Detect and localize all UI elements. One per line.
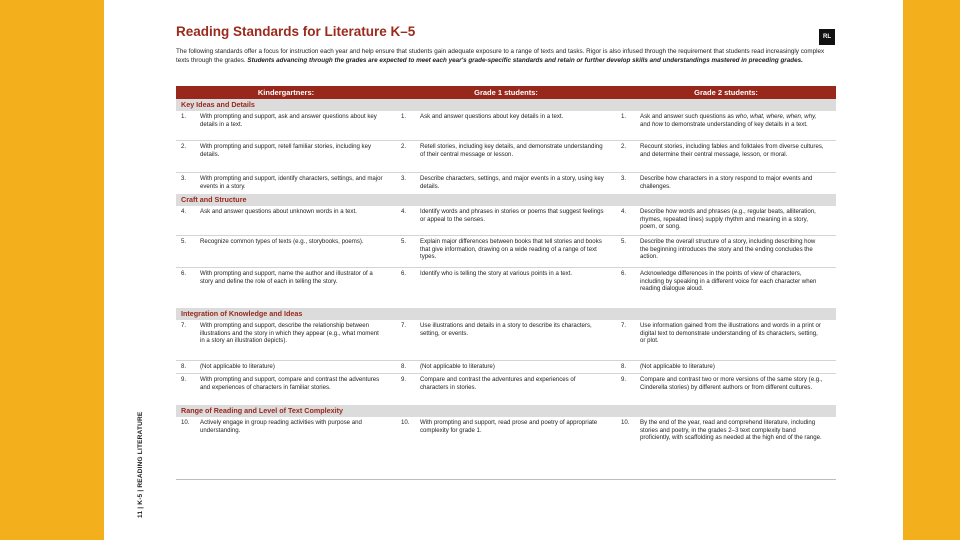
text-italic: who, what, where, when, why, [735, 113, 817, 120]
standard-number: 2. [621, 143, 627, 150]
column-header-kindergarten: Kindergartners: [257, 88, 315, 97]
text-part: Ask and answer such questions as [640, 113, 736, 120]
standard-text: Identify who is telling the story at various points in a text. [420, 270, 573, 277]
intro-text: The following standards offer a focus for instruction each year and help ensure that students gain adequate exposure to a range of texts and tasks. Rigor is also infused through the requirement that students read increasingly complex texts through the grades. [176, 48, 825, 64]
table-row [176, 111, 836, 140]
table-header [176, 86, 836, 99]
standard-text: Describe how words and phrases (e.g., regular beats, alliteration, rhymes, repeated lines) supply rhythm and meaning in a story, poem, or song. [640, 208, 816, 231]
table-cell [616, 111, 836, 140]
table-cell [616, 173, 836, 194]
standard-text: (Not applicable to literature) [640, 363, 715, 370]
standard-text: Describe how characters in a story respond to major events and challenges. [640, 175, 813, 190]
standard-number: 1. [621, 113, 627, 120]
table-cell [396, 173, 616, 194]
standard-text: With prompting and support, ask and answer questions about key details in a text. [200, 113, 377, 128]
standard-text: Describe the overall structure of a story, including describing how the beginning introduces the story and the ending concludes the action. [640, 238, 816, 261]
standard-text: Ask and answer questions about unknown words in a text. [200, 208, 357, 215]
standards-table [176, 86, 836, 464]
rl-badge: RL [819, 29, 835, 45]
standard-text: Retell stories, including key details, and demonstrate understanding of their central message or lesson. [420, 143, 603, 158]
standard-text: With prompting and support, identify characters, settings, and major events in a story. [200, 175, 383, 190]
standard-text: Identify words and phrases in stories or poems that suggest feelings or appeal to the senses. [420, 208, 604, 223]
table-cell [396, 111, 616, 140]
table-bottom-rule [176, 479, 836, 480]
table-cell [176, 361, 396, 373]
table-cell [396, 141, 616, 172]
page-title: Reading Standards for Literature K–5 [176, 24, 416, 39]
table-cell [396, 417, 616, 464]
section-range-of-reading: Range of Reading and Level of Text Complexity [176, 405, 836, 417]
table-cell [616, 417, 836, 464]
standard-text: With prompting and support, compare and contrast the adventures and experiences of characters in familiar stories. [200, 376, 380, 391]
standard-text: (Not applicable to literature) [200, 363, 275, 370]
standard-number: 10. [401, 419, 410, 426]
table-cell [616, 236, 836, 267]
standard-number: 3. [401, 175, 407, 182]
standard-number: 4. [401, 208, 407, 215]
standard-number: 8. [181, 363, 187, 370]
table-cell [176, 417, 396, 464]
standard-number: 5. [181, 238, 187, 245]
table-row [176, 267, 836, 308]
standard-number: 6. [401, 270, 407, 277]
standard-text: Compare and contrast the adventures and experiences of characters in stories. [420, 376, 576, 391]
standard-number: 9. [181, 376, 187, 383]
standard-text: Use illustrations and details in a story to describe its characters, setting, or events. [420, 322, 592, 337]
table-row [176, 235, 836, 267]
table-row [176, 140, 836, 172]
table-cell [616, 374, 836, 405]
text-part: to demonstrate understanding of key details in a text. [663, 120, 808, 128]
standard-number: 6. [181, 270, 187, 277]
section-integration: Integration of Knowledge and Ideas [176, 308, 836, 320]
standard-number: 10. [621, 419, 630, 426]
table-row [176, 172, 836, 194]
table-cell [176, 374, 396, 405]
table-cell [616, 361, 836, 373]
table-cell [176, 111, 396, 140]
table-cell [616, 206, 836, 235]
standard-number: 4. [181, 208, 187, 215]
standard-number: 9. [401, 376, 407, 383]
standard-number: 7. [401, 322, 407, 329]
standard-text: Recognize common types of texts (e.g., storybooks, poems). [200, 238, 364, 245]
right-side-bar [903, 0, 960, 540]
table-cell [176, 141, 396, 172]
standard-number: 6. [621, 270, 627, 277]
column-header-grade-2: Grade 2 students: [694, 88, 758, 97]
text-italic: how [651, 120, 664, 128]
table-cell [616, 320, 836, 360]
table-row [176, 320, 836, 360]
standard-text: With prompting and support, retell familiar stories, including key details. [200, 143, 372, 158]
standard-number: 1. [401, 113, 407, 120]
standard-number: 2. [401, 143, 407, 150]
table-row [176, 360, 836, 373]
standard-number: 5. [621, 238, 627, 245]
table-cell [396, 236, 616, 267]
table-cell [176, 173, 396, 194]
standard-number: 3. [621, 175, 627, 182]
standard-number: 7. [181, 322, 187, 329]
table-cell [396, 374, 616, 405]
table-cell [396, 206, 616, 235]
standard-text: With prompting and support, name the author and illustrator of a story and define the role of each in telling the story. [200, 270, 373, 285]
table-cell [396, 361, 616, 373]
standard-text: (Not applicable to literature) [420, 363, 495, 370]
standard-text: Use information gained from the illustrations and words in a print or digital text to demonstrate understanding of its characters, setting, or plot. [640, 322, 821, 345]
standard-text: Describe characters, settings, and major events in a story, using key details. [420, 175, 604, 190]
standard-text: Recount stories, including fables and folktales from diverse cultures, and determine their central message, lesson, or moral. [640, 143, 824, 158]
standard-number: 9. [621, 376, 627, 383]
intro-emphasis: Students advancing through the grades are expected to meet each year's grade-specific standards and retain or further develop skills and understandings mastered in preceding grades. [247, 56, 803, 64]
table-cell [176, 320, 396, 360]
standard-number: 4. [621, 208, 627, 215]
standard-text: Actively engage in group reading activities with purpose and understanding. [200, 419, 362, 434]
standard-text: By the end of the year, read and comprehend literature, including stories and poetry, in the grades 2–3 text complexity band proficiently, with scaffolding as needed at the high end of the range. [640, 419, 822, 442]
standard-text: Explain major differences between books that tell stories and books that give information, drawing on a wide reading of a range of text types. [420, 238, 602, 261]
standard-text: With prompting and support, read prose and poetry of appropriate complexity for grade 1. [420, 419, 598, 434]
section-key-ideas: Key Ideas and Details [176, 99, 836, 111]
table-cell [616, 141, 836, 172]
standard-number: 8. [621, 363, 627, 370]
standard-number: 3. [181, 175, 187, 182]
text-part: and [640, 120, 652, 128]
standard-text: Acknowledge differences in the points of view of characters, including by speaking in a different voice for each character when reading dialogue aloud. [640, 270, 817, 293]
standard-number: 2. [181, 143, 187, 150]
standard-text: With prompting and support, describe the relationship between illustrations and the story in which they appear (e.g., what moment in a story an illustration depicts). [200, 322, 379, 345]
standard-number: 1. [181, 113, 187, 120]
table-row [176, 373, 836, 405]
table-row [176, 206, 836, 235]
standard-text [640, 113, 836, 140]
section-craft-structure: Craft and Structure [176, 194, 836, 206]
left-side-bar [0, 0, 104, 540]
table-cell [396, 268, 616, 308]
table-cell [176, 236, 396, 267]
intro-paragraph [176, 48, 836, 65]
standard-text: Ask and answer questions about key details in a text. [420, 113, 564, 120]
table-cell [616, 268, 836, 308]
standard-number: 8. [401, 363, 407, 370]
standard-number: 7. [621, 322, 627, 329]
page-footer-label: 11 | K-5 | READING LITERATURE [137, 411, 144, 518]
column-header-grade-1: Grade 1 students: [474, 88, 538, 97]
table-cell [396, 320, 616, 360]
table-cell [176, 268, 396, 308]
table-cell [176, 206, 396, 235]
standard-text: Compare and contrast two or more versions of the same story (e.g., Cinderella stories) by different authors or from different cultures. [640, 376, 823, 391]
table-row [176, 417, 836, 464]
standard-number: 10. [181, 419, 190, 426]
standard-number: 5. [401, 238, 407, 245]
